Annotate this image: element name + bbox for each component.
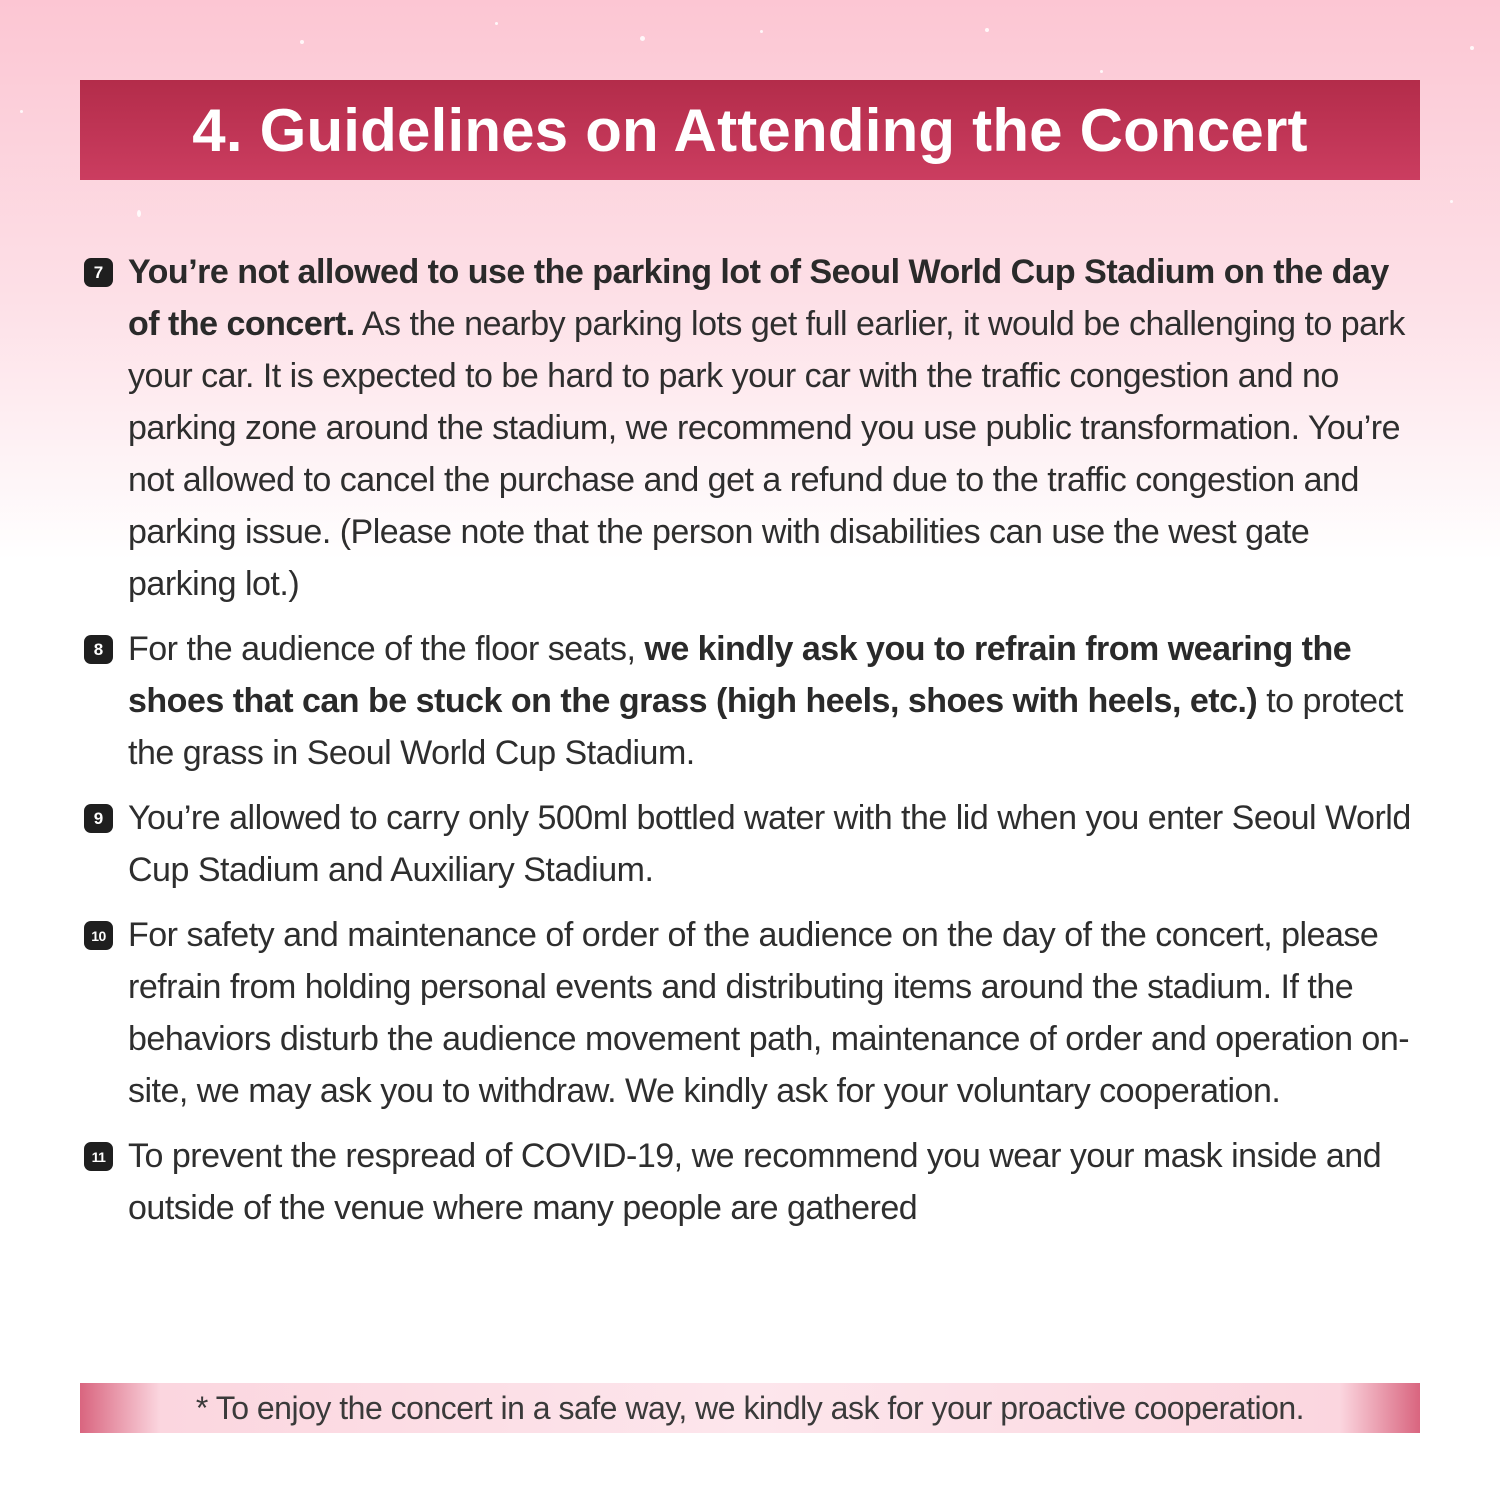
item-text (128, 1130, 1423, 1234)
item-number-badge: 11 (84, 1142, 113, 1171)
item-text (128, 623, 1423, 779)
list-item (84, 1130, 1424, 1234)
item-text-regular: For the audience of the floor seats, (128, 630, 645, 668)
item-text (128, 909, 1423, 1117)
item-number-badge: 7 (84, 258, 113, 287)
item-number-badge: 9 (84, 804, 113, 833)
item-number-badge: 8 (84, 635, 113, 664)
item-text-bold: we kindly ask you to refrain from wearing the shoes that can be stuck on the grass (high heels, shoes with heels, etc.) (128, 630, 1352, 720)
guidelines-list (84, 246, 1424, 1247)
item-text-regular: To prevent the respread of COVID-19, we recommend you wear your mask inside and outside of the venue where many people are gathered (128, 1137, 1382, 1227)
item-text-regular: As the nearby parking lots get full earlier, it would be challenging to park your car. It is expected to be hard to park your car with the traffic congestion and no parking zone around the stadium, we recommend you use public transformation. You’re not allowed to cancel the purchase and get a refund due to the traffic congestion and parking issue. (Please note that the person with disabilities can use the west gate parking lot.) (128, 305, 1405, 603)
item-text-bold: You’re not allowed to use the parking lot of Seoul World Cup Stadium on the day of the concert. (128, 253, 1389, 343)
item-text-regular: You’re allowed to carry only 500ml bottled water with the lid when you enter Seoul World Cup Stadium and Auxiliary Stadium. (128, 799, 1411, 889)
list-item (84, 909, 1424, 1117)
list-item (84, 792, 1424, 896)
item-text (128, 792, 1423, 896)
list-item (84, 246, 1424, 610)
list-item (84, 623, 1424, 779)
section-header (80, 80, 1420, 180)
page-title: 4. Guidelines on Attending the Concert (192, 96, 1308, 164)
item-text (128, 246, 1423, 610)
item-number-badge: 10 (84, 921, 113, 950)
footer-note: * To enjoy the concert in a safe way, we kindly ask for your proactive cooperation. (195, 1389, 1305, 1426)
footer-note-banner (80, 1383, 1420, 1433)
item-text-regular: to protect the grass in Seoul World Cup Stadium. (128, 682, 1403, 772)
item-text-regular: For safety and maintenance of order of the audience on the day of the concert, please refrain from holding personal events and distributing items around the stadium. If the behaviors disturb the audience movement path, maintenance of order and operation on-site, we may ask you to withdraw. We kindly ask for your voluntary cooperation. (128, 916, 1410, 1110)
